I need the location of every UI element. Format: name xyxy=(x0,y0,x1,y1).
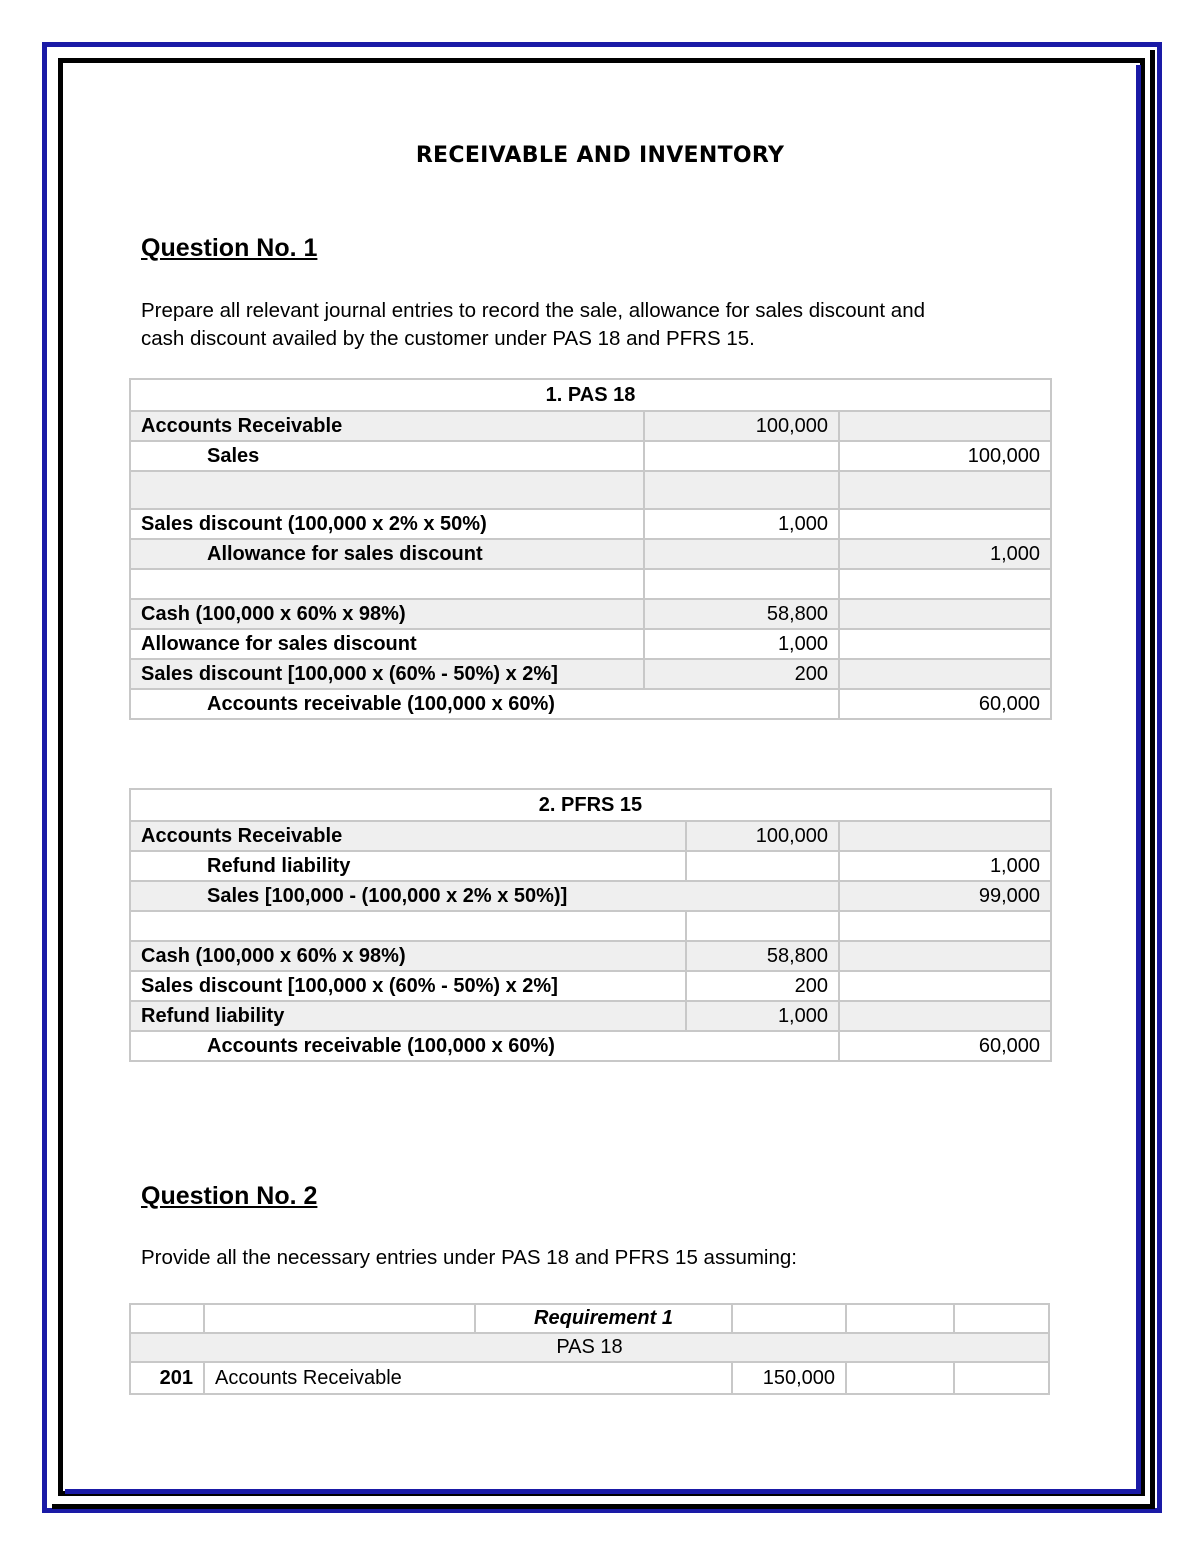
credit-cell xyxy=(839,911,1051,941)
account-cell xyxy=(130,569,644,599)
pas18-header: 1. PAS 18 xyxy=(130,379,1051,411)
page-border-inner-shadow xyxy=(65,65,1141,1494)
credit-cell xyxy=(839,569,1051,599)
table-row xyxy=(130,1304,1049,1333)
account-cell: Sales discount [100,000 x (60% - 50%) x 2%] xyxy=(130,659,644,689)
account-cell: Accounts receivable (100,000 x 60%) xyxy=(130,1031,839,1061)
credit-cell: 1,000 xyxy=(839,851,1051,881)
requirement-label: Requirement 1 xyxy=(475,1304,732,1333)
table-row xyxy=(130,569,1051,599)
pfrs15-header: 2. PFRS 15 xyxy=(130,789,1051,821)
account-cell: Sales xyxy=(130,441,644,471)
debit-cell xyxy=(644,569,839,599)
credit-cell: 100,000 xyxy=(839,441,1051,471)
credit-cell: 99,000 xyxy=(839,881,1051,911)
table-row xyxy=(130,1333,1049,1362)
account-cell xyxy=(130,471,644,509)
debit-cell: 200 xyxy=(644,659,839,689)
table-row xyxy=(130,411,1051,441)
debit-cell xyxy=(644,471,839,509)
account-cell: Sales discount [100,000 x (60% - 50%) x 2%] xyxy=(130,971,686,1001)
account-cell: Sales [100,000 - (100,000 x 2% x 50%)] xyxy=(130,881,839,911)
empty-cell xyxy=(954,1362,1049,1394)
empty-cell xyxy=(732,1304,846,1333)
question-2-text: Provide all the necessary entries under PAS 18 and PFRS 15 assuming: xyxy=(141,1246,797,1269)
account-cell: Allowance for sales discount xyxy=(130,629,644,659)
credit-cell xyxy=(839,1001,1051,1031)
debit-cell: 200 xyxy=(686,971,839,1001)
table-row xyxy=(130,509,1051,539)
table-row xyxy=(130,971,1051,1001)
question-1-heading: Question No. 1 xyxy=(141,234,318,262)
account-cell: Accounts Receivable xyxy=(130,411,644,441)
credit-cell xyxy=(839,509,1051,539)
table-row xyxy=(130,629,1051,659)
empty-cell xyxy=(846,1304,954,1333)
debit-cell xyxy=(686,851,839,881)
account-cell: Refund liability xyxy=(130,851,686,881)
table-row xyxy=(130,539,1051,569)
credit-cell: 1,000 xyxy=(839,539,1051,569)
credit-cell xyxy=(839,599,1051,629)
account-cell: Accounts Receivable xyxy=(204,1362,732,1394)
empty-cell xyxy=(954,1304,1049,1333)
debit-cell xyxy=(644,539,839,569)
table-row xyxy=(130,471,1051,509)
table-row xyxy=(130,1362,1049,1394)
page-title: RECEIVABLE AND INVENTORY xyxy=(415,143,785,168)
table-row xyxy=(130,821,1051,851)
question-1-text-line2: cash discount availed by the customer under PAS 18 and PFRS 15. xyxy=(141,327,755,350)
table-row xyxy=(130,1001,1051,1031)
credit-cell xyxy=(839,629,1051,659)
account-cell: Cash (100,000 x 60% x 98%) xyxy=(130,941,686,971)
debit-cell: 150,000 xyxy=(732,1362,846,1394)
credit-cell xyxy=(839,821,1051,851)
debit-cell: 100,000 xyxy=(686,821,839,851)
account-cell: Accounts Receivable xyxy=(130,821,686,851)
pas18-journal-table xyxy=(129,378,1052,720)
account-cell: Cash (100,000 x 60% x 98%) xyxy=(130,599,644,629)
standard-label: PAS 18 xyxy=(130,1333,1049,1362)
debit-cell: 1,000 xyxy=(686,1001,839,1031)
question-1-text-line1: Prepare all relevant journal entries to record the sale, allowance for sales discount and xyxy=(141,299,925,322)
credit-cell xyxy=(839,941,1051,971)
table-row xyxy=(130,659,1051,689)
table-row xyxy=(130,689,1051,719)
pfrs15-journal-table xyxy=(129,788,1052,1062)
table-row xyxy=(130,599,1051,629)
empty-cell xyxy=(846,1362,954,1394)
account-cell xyxy=(130,911,686,941)
account-cell: Accounts receivable (100,000 x 60%) xyxy=(130,689,839,719)
credit-cell xyxy=(839,971,1051,1001)
table-row xyxy=(130,441,1051,471)
table-row xyxy=(130,911,1051,941)
debit-cell xyxy=(686,911,839,941)
question-1-text xyxy=(141,297,1061,353)
debit-cell: 58,800 xyxy=(644,599,839,629)
debit-cell: 1,000 xyxy=(644,629,839,659)
question-2-heading: Question No. 2 xyxy=(141,1182,318,1210)
account-cell: Allowance for sales discount xyxy=(130,539,644,569)
credit-cell xyxy=(839,659,1051,689)
debit-cell xyxy=(644,441,839,471)
account-ref: 201 xyxy=(130,1362,204,1394)
empty-cell xyxy=(204,1304,475,1333)
credit-cell: 60,000 xyxy=(839,689,1051,719)
debit-cell: 58,800 xyxy=(686,941,839,971)
debit-cell: 100,000 xyxy=(644,411,839,441)
credit-cell xyxy=(839,471,1051,509)
empty-cell xyxy=(130,1304,204,1333)
table-row xyxy=(130,851,1051,881)
account-cell: Refund liability xyxy=(130,1001,686,1031)
table-row xyxy=(130,881,1051,911)
credit-cell: 60,000 xyxy=(839,1031,1051,1061)
account-cell: Sales discount (100,000 x 2% x 50%) xyxy=(130,509,644,539)
credit-cell xyxy=(839,411,1051,441)
requirement-table xyxy=(129,1303,1050,1395)
table-row xyxy=(130,1031,1051,1061)
debit-cell: 1,000 xyxy=(644,509,839,539)
table-row xyxy=(130,941,1051,971)
